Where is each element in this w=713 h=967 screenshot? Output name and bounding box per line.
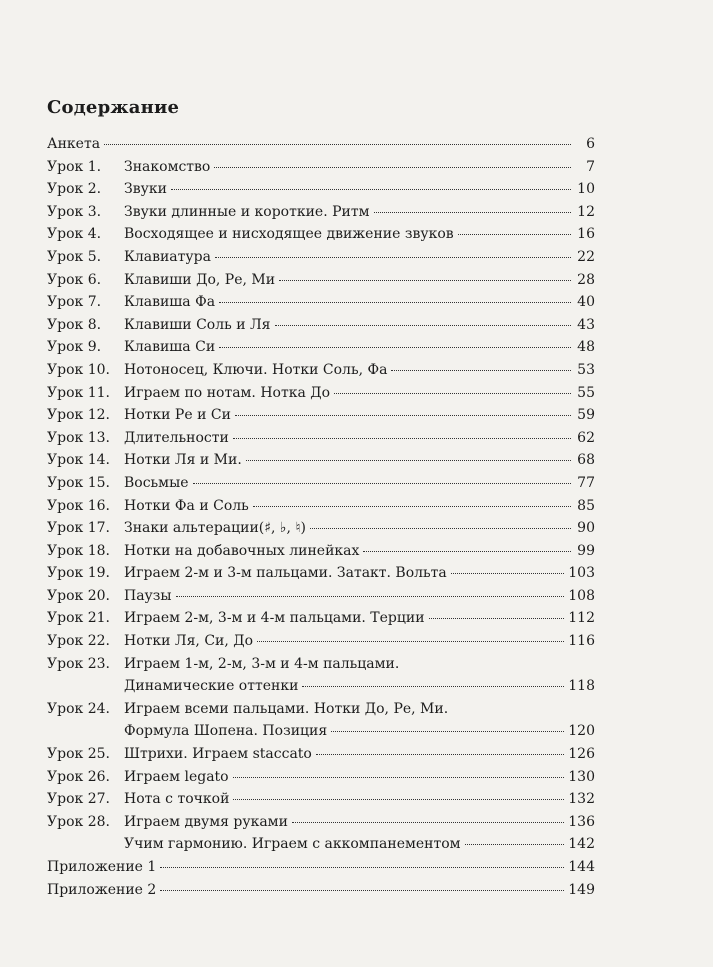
entry-title: Играем 2-м и 3-м пальцами. Затакт. Вольта <box>124 565 447 582</box>
page-number: 130 <box>568 768 595 785</box>
page-number: 7 <box>586 158 595 175</box>
entry-title: Нотки Фа и Соль <box>124 497 249 514</box>
entry-title: Клавиатура <box>124 248 211 265</box>
lesson-number: Урок 17. <box>47 520 110 537</box>
entry-title: Клавиша Фа <box>124 294 216 311</box>
entry-title: Формула Шопена. Позиция <box>124 723 328 740</box>
entry-title: Восходящее и нисходящее движение звуков <box>124 226 454 243</box>
entry-title: Клавиша Си <box>124 339 216 356</box>
entry-title: Приложение 2 <box>47 881 157 898</box>
lesson-number: Урок 6. <box>47 271 102 288</box>
entry-title: Штрихи. Играем staccato <box>124 746 312 763</box>
dot-leader <box>171 189 571 190</box>
toc-entry <box>47 272 595 295</box>
page-number: 132 <box>568 791 595 808</box>
entry-title: Нотки Ля и Ми. <box>124 452 242 469</box>
lesson-number: Урок 3. <box>47 203 102 220</box>
page-number: 10 <box>577 181 595 198</box>
toc-entry <box>47 385 595 408</box>
toc-entry <box>47 791 595 814</box>
dot-leader <box>160 890 564 891</box>
page-number: 62 <box>577 429 595 446</box>
dot-leader <box>214 167 571 168</box>
toc-entry <box>47 769 595 792</box>
page-number: 55 <box>577 384 595 401</box>
toc-entry <box>47 226 595 249</box>
page-number: 149 <box>568 881 595 898</box>
dot-leader <box>458 234 571 235</box>
page-number: 90 <box>577 520 595 537</box>
lesson-number: Урок 27. <box>47 791 110 808</box>
toc-entry <box>47 814 595 837</box>
entry-title: Звуки длинные и короткие. Ритм <box>124 203 370 220</box>
dot-leader <box>104 144 571 145</box>
lesson-number: Урок 16. <box>47 497 110 514</box>
page-number: 142 <box>568 836 595 853</box>
dot-leader <box>233 438 571 439</box>
lesson-number: Урок 4. <box>47 226 102 243</box>
entry-title: Нотки Ре и Си <box>124 407 231 424</box>
page-number: 6 <box>586 136 595 152</box>
toc-entry <box>47 294 595 317</box>
dot-leader <box>235 415 571 416</box>
entry-title: Анкета <box>47 136 101 152</box>
lesson-number: Урок 20. <box>47 587 110 604</box>
toc-entry <box>47 836 595 859</box>
lesson-number: Урок 19. <box>47 565 110 582</box>
toc-entry <box>47 588 595 611</box>
entry-title: Клавиши Соль и Ля <box>124 316 271 333</box>
lesson-number: Урок 22. <box>47 633 110 650</box>
lesson-number: Урок 23. <box>47 655 110 672</box>
entry-title: Играем 1-м, 2-м, 3-м и 4-м пальцами. <box>124 655 400 672</box>
toc-entry <box>47 565 595 588</box>
entry-title: Играем двумя руками <box>124 813 288 830</box>
page-number: 77 <box>577 474 595 491</box>
page-number: 16 <box>577 226 595 243</box>
entry-title: Играем legato <box>124 768 229 785</box>
dot-leader <box>275 325 572 326</box>
lesson-number: Урок 26. <box>47 768 110 785</box>
page-number: 99 <box>577 542 595 559</box>
lesson-number: Урок 9. <box>47 339 102 356</box>
lesson-number: Урок 18. <box>47 542 110 559</box>
toc-entry <box>47 362 595 385</box>
entry-title: Приложение 1 <box>47 859 157 875</box>
page-number: 120 <box>568 723 595 740</box>
toc-entry <box>47 723 595 746</box>
dot-leader <box>292 822 564 823</box>
toc-entry <box>47 543 595 566</box>
toc-entry <box>47 452 595 475</box>
page-number: 53 <box>577 361 595 378</box>
dot-leader <box>334 393 571 394</box>
lesson-number: Урок 25. <box>47 746 110 763</box>
lesson-number: Урок 21. <box>47 610 110 627</box>
page-number: 12 <box>577 203 595 220</box>
page-number: 85 <box>577 497 595 514</box>
entry-title: Учим гармонию. Играем с аккомпанементом <box>124 836 461 853</box>
dot-leader <box>279 280 571 281</box>
dot-leader <box>246 460 571 461</box>
lesson-number: Урок 13. <box>47 429 110 446</box>
lesson-number: Урок 5. <box>47 248 102 265</box>
toc-entry <box>47 407 595 430</box>
page-number: 118 <box>568 678 595 695</box>
page-number: 136 <box>568 813 595 830</box>
dot-leader <box>193 483 572 484</box>
toc-entry <box>47 610 595 633</box>
toc-entry <box>47 656 595 679</box>
dot-leader <box>253 506 571 507</box>
dot-leader <box>302 686 564 687</box>
entry-title: Восьмые <box>124 474 189 491</box>
dot-leader <box>176 596 565 597</box>
toc-entry <box>47 475 595 498</box>
entry-title: Звуки <box>124 181 167 198</box>
dot-leader <box>316 754 564 755</box>
page-number: 126 <box>568 746 595 763</box>
toc-entry <box>47 859 595 882</box>
toc-entry <box>47 249 595 272</box>
toc-entry <box>47 204 595 227</box>
dot-leader <box>233 799 564 800</box>
page-number: 28 <box>577 271 595 288</box>
dot-leader <box>219 347 571 348</box>
dot-leader <box>233 777 565 778</box>
lesson-number: Урок 7. <box>47 294 102 311</box>
lesson-number: Урок 11. <box>47 384 110 401</box>
toc-entry <box>47 159 595 182</box>
entry-title: Нота с точкой <box>124 791 230 808</box>
lesson-number: Урок 10. <box>47 361 110 378</box>
entry-title: Клавиши До, Ре, Ми <box>124 271 276 288</box>
page-title: Содержание <box>47 97 180 118</box>
toc-entry <box>47 317 595 340</box>
lesson-number: Урок 15. <box>47 474 110 491</box>
lesson-number: Урок 28. <box>47 813 110 830</box>
lesson-number: Урок 14. <box>47 452 110 469</box>
entry-title: Знакомство <box>124 158 211 175</box>
lesson-number: Урок 24. <box>47 700 110 717</box>
page-number: 116 <box>568 633 595 650</box>
toc-entry <box>47 633 595 656</box>
entry-title: Знаки альтерации(♯, ♭, ♮) <box>124 520 306 537</box>
page-number: 112 <box>568 610 595 627</box>
page-number: 68 <box>577 452 595 469</box>
toc-entry <box>47 181 595 204</box>
entry-title: Играем по нотам. Нотка До <box>124 384 331 401</box>
toc-entry <box>47 430 595 453</box>
entry-title: Нотки на добавочных линейках <box>124 542 360 559</box>
lesson-number: Урок 8. <box>47 316 102 333</box>
dot-leader <box>465 844 565 845</box>
toc-entry <box>47 746 595 769</box>
entry-title: Играем 2-м, 3-м и 4-м пальцами. Терции <box>124 610 425 627</box>
page-number: 103 <box>568 565 595 582</box>
page-number: 40 <box>577 294 595 311</box>
page-number: 59 <box>577 407 595 424</box>
page-number: 144 <box>568 859 595 875</box>
dot-leader <box>310 528 571 529</box>
page-number: 43 <box>577 316 595 333</box>
dot-leader <box>451 573 565 574</box>
dot-leader <box>215 257 571 258</box>
dot-leader <box>363 551 571 552</box>
dot-leader <box>160 867 564 868</box>
toc-entry <box>47 520 595 543</box>
page-number: 22 <box>577 248 595 265</box>
table-of-contents <box>47 136 595 904</box>
entry-title: Динамические оттенки <box>124 678 299 695</box>
lesson-number: Урок 2. <box>47 181 102 198</box>
entry-title: Играем всеми пальцами. Нотки До, Ре, Ми. <box>124 700 449 717</box>
toc-entry <box>47 882 595 905</box>
entry-title: Длительности <box>124 429 229 446</box>
lesson-number: Урок 12. <box>47 407 110 424</box>
toc-entry <box>47 701 595 724</box>
dot-leader <box>331 731 564 732</box>
dot-leader <box>391 370 571 371</box>
entry-title: Нотоносец, Ключи. Нотки Соль, Фа <box>124 361 388 378</box>
dot-leader <box>374 212 571 213</box>
toc-entry <box>47 498 595 521</box>
page-number: 108 <box>568 587 595 604</box>
entry-title: Нотки Ля, Си, До <box>124 633 254 650</box>
toc-entry <box>47 678 595 701</box>
toc-entry <box>47 339 595 362</box>
entry-title: Паузы <box>124 587 172 604</box>
page-number: 48 <box>577 339 595 356</box>
dot-leader <box>257 641 564 642</box>
dot-leader <box>219 302 571 303</box>
toc-entry <box>47 136 595 159</box>
lesson-number: Урок 1. <box>47 158 102 175</box>
dot-leader <box>429 618 565 619</box>
